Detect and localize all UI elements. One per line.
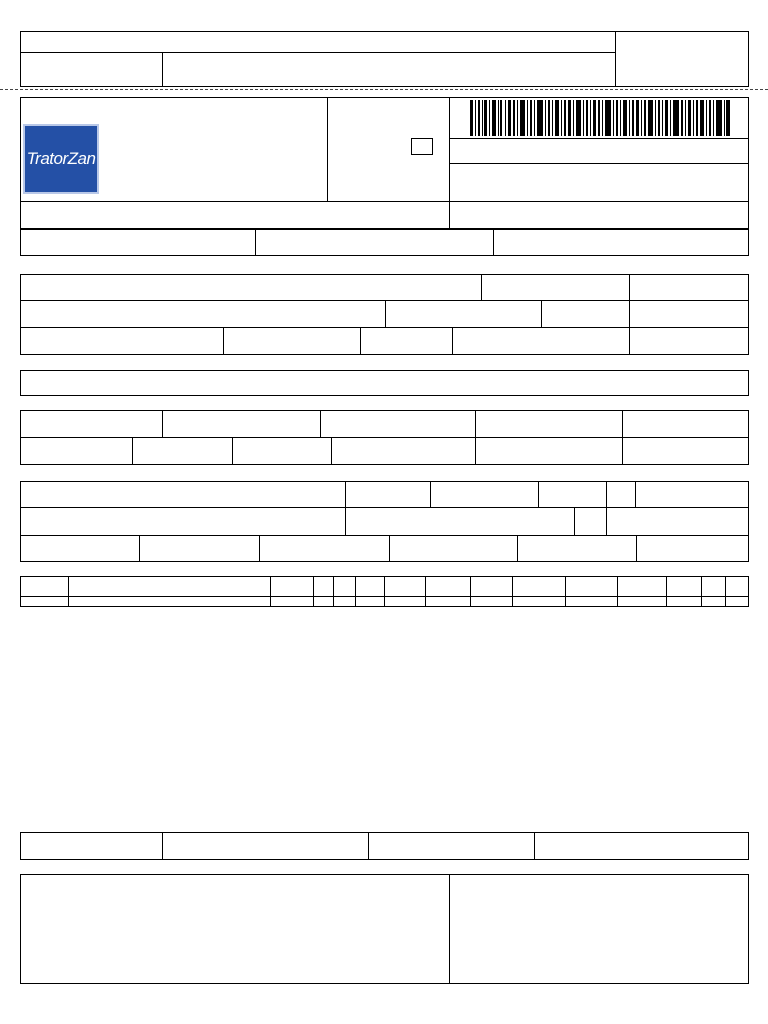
cut-line	[0, 89, 768, 90]
receipt-stub-row-divider	[20, 52, 616, 53]
transport-divider-345	[345, 481, 346, 536]
transport-r1-divider-5	[635, 481, 636, 508]
tax-r1-divider-1	[162, 410, 163, 438]
recipient-r3-divider-1	[223, 327, 224, 355]
products-col-divider	[355, 576, 356, 607]
receipt-stub-divider	[615, 31, 616, 87]
transport-block	[20, 481, 749, 562]
recipient-r3-divider-3	[452, 327, 453, 355]
products-col-divider	[617, 576, 618, 607]
products-col-divider	[666, 576, 667, 607]
logo-text: TratorZan	[26, 149, 96, 168]
products-col-divider	[384, 576, 385, 607]
products-col-divider	[333, 576, 334, 607]
transport-r3-divider-3	[389, 535, 390, 562]
barcode-icon	[470, 100, 730, 136]
transport-r3-divider-1	[139, 535, 140, 562]
transport-r2-divider-2	[574, 507, 575, 536]
transport-r3-divider-5	[636, 535, 637, 562]
recipient-r2-divider-2	[541, 300, 542, 328]
transport-r2-divider-3	[606, 507, 607, 536]
tax-divider-475	[475, 410, 476, 465]
transport-r1-divider-2	[430, 481, 431, 508]
issqn-block	[20, 832, 749, 860]
company-logo	[23, 124, 99, 194]
products-col-divider	[68, 576, 69, 607]
recipient-r2-divider-1	[385, 300, 386, 328]
recipient-r3-divider-2	[360, 327, 361, 355]
tax-divider-622	[622, 410, 623, 465]
tax-r2-divider-2	[232, 437, 233, 465]
products-col-divider	[313, 576, 314, 607]
tax-r2-divider-3	[331, 437, 332, 465]
products-col-divider	[512, 576, 513, 607]
recipient-r1-divider-1	[481, 274, 482, 301]
protocol-divider	[449, 163, 749, 164]
transport-row-divider-2	[20, 535, 749, 536]
receipt-stub	[20, 31, 749, 87]
transport-r1-divider-3	[538, 481, 539, 508]
issuer-registration-divider-2	[493, 229, 494, 256]
issuer-registration-divider-1	[255, 229, 256, 256]
tax-r2-divider-1	[132, 437, 133, 465]
access-key-divider	[449, 138, 749, 139]
transport-r1-divider-4	[606, 481, 607, 508]
issqn-divider-1	[162, 832, 163, 860]
invoice-block	[20, 370, 749, 396]
products-col-divider	[470, 576, 471, 607]
issuer-registration-row	[20, 229, 749, 256]
products-col-divider	[270, 576, 271, 607]
tax-row-divider	[20, 437, 749, 438]
transport-r3-divider-4	[517, 535, 518, 562]
tax-r1-divider-2	[320, 410, 321, 438]
header-row-divider	[20, 201, 749, 202]
products-col-divider	[425, 576, 426, 607]
products-col-divider	[725, 576, 726, 607]
products-col-divider	[565, 576, 566, 607]
additional-data-block	[20, 874, 749, 984]
transport-row-divider-1	[20, 507, 749, 508]
recipient-col-divider	[629, 274, 630, 355]
additional-data-divider	[449, 874, 450, 984]
header-divider-1	[327, 97, 328, 202]
entry-exit-box	[411, 138, 433, 155]
issqn-divider-3	[534, 832, 535, 860]
transport-r3-divider-2	[259, 535, 260, 562]
issqn-divider-2	[368, 832, 369, 860]
receipt-stub-date-divider	[162, 52, 163, 87]
products-col-divider	[701, 576, 702, 607]
